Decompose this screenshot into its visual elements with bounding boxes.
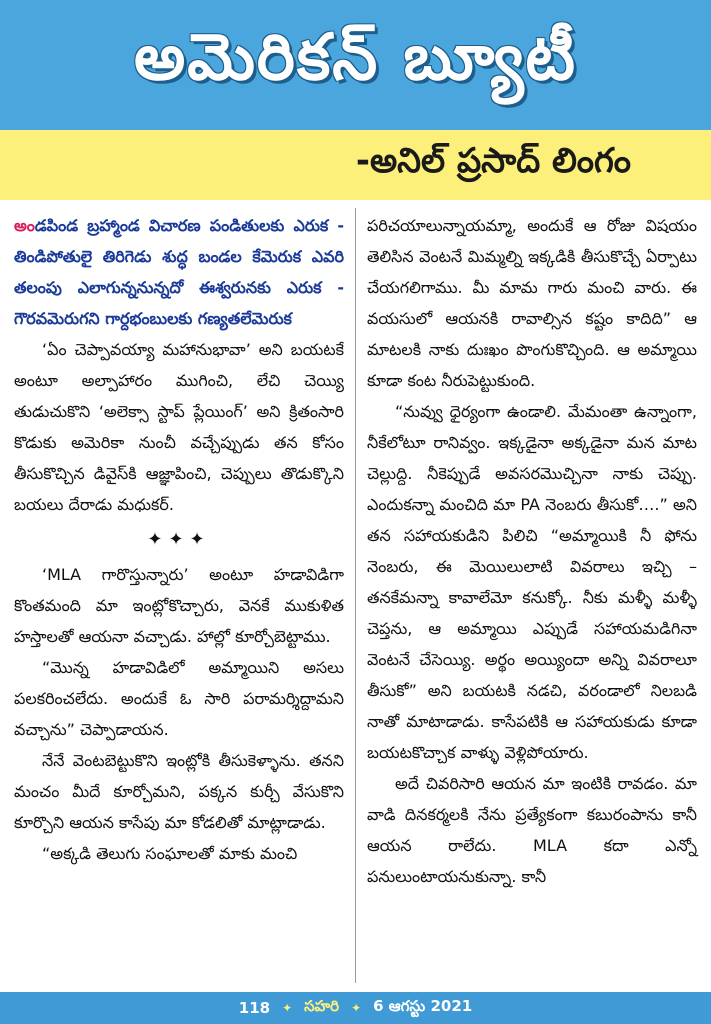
paragraph: “నువ్వు ధైర్యంగా ఉండాలి. మేమంతా ఉన్నాంగా, నీకేలోటూ రానివ్వం. ఇక్కడైనా అక్కడైనా మన మాట చెల్లుద్ది. నీకెప్పుడే అవసరమొచ్చినా నాకు చెప్పు. ఎందుకన్నా మంచిది మా PA నెంబరు తీసుకో….” అని తన సహాయకుడిని పిలిచి “అమ్మాయికి నీ ఫోను నెంబరు, ఈ మెయిలులాటి వివరాలు ఇచ్చి – తనకేమన్నా కావాలేమో కనుక్కో. నీకు మళ్ళీ మళ్ళీ చెప్తను, ఆ అమ్మాయి ఎప్పుడే సహాయమడిగినా వెంటనే చేసెయ్యి. అర్థం అయ్యిందా అన్ని వివరాలూ తీసుకో” అని బయటకి నడచి, వరండాలో నిలబడి నాతో మాటాడాడు. కాసేపటికి ఆ సహాయకుడు కూడా బయటకొచ్చాక వాళ్ళు వెళ్లిపోయారు. [367,402,697,762]
page-number: 118 [238,999,271,1017]
paragraph: ‘MLA గారొస్తున్నారు’ అంటూ హడావిడిగా కొంతమంది మా ఇంట్లోకొచ్చారు, వెనకే ముకుళిత హస్తాలతో ఆయనా వచ్చాడు. హాల్లో కూర్చోబెట్టాము. [14,565,344,646]
paragraph: పరిచయాలున్నాయమ్మా, అందుకే ఆ రోజు విషయం తెలిసిన వెంటనే మిమ్మల్ని ఇక్కడికి తీసుకొచ్చే ఏర్పాటు చేయగలిగాము. మీ మామ గారు మంచి వారు. ఈ వయసులో ఆయనకి రావాల్సిన కష్టం కాదిది” ఆ మాటలకి నాకు దుఃఖం పొంగుకొచ్చింది. ఆ అమ్మాయి కూడా కంట నీరుపెట్టుకుంది. [367,216,697,390]
right-column [367,210,697,892]
paragraph: “మొన్న హడావిడిలో అమ్మాయిని అసలు పలకరించలేదు. అందుకే ఓ సారి పరామర్శిద్దామని వచ్చాను” చెప్పాడాయన. [14,658,344,739]
paragraph: అదే చివరిసారి ఆయన మా ఇంటికి రావడం. మా వాడి దినకర్మలకి నేను ప్రత్యేకంగా కబురంపాను కానీ ఆయన రాలేదు. MLA కదా ఎన్నో పనులుంటాయనుకున్నా. కానీ [367,774,697,886]
magazine-name: సహరి [304,997,340,1015]
left-column [14,210,344,869]
page-footer [0,992,711,1024]
paragraph: ‘ఏం చెప్పావయ్యా మహానుభావా’ అని బయటకే అంటూ అల్పాహారం ముగించి, లేచి చెయ్యి తుడుచుకొని ‘అలెక్సా స్టాప్ ప్లేయింగ్’ అని క్రితంసారి కొడుకు అమెరికా నుంచీ వచ్చేప్పుడు తన కోసం తీసుకొచ్చిన డివైస్‌కి ఆజ్ఞాపించి, చెప్పులు తొడుక్కొని బయలు దేరాడు మధుకర్. [14,340,344,514]
intro-text: డపిండ బ్రహ్మాండ విచారణ పండితులకు ఎరుక - తిండిపోతులై తిరిగెడు శుద్ధ బండల కేమెరుక ఎవరి తలంపు ఎలాగున్ననున్నదో ఈశ్వరునకు ఎరుక - గౌరవమెరుగని గార్దభంబులకు గణ్యతలేమెరుక [14,216,344,328]
author-name: -అనిల్ ప్రసాద్ లింగం [355,141,631,181]
author-banner [0,130,711,200]
section-separator: ✦✦✦ [147,529,211,550]
paragraph: నేనే వెంటబెట్టుకొని ఇంట్లోకి తీసుకెళ్ళాను. తనని మంచం మీదే కూర్చోమని, పక్కన కుర్చీ వేసుకొని కూర్చొని ఆయన కాసేపు మా కోడలితో మాట్లాడాడు. [14,751,344,832]
column-divider [355,208,356,983]
star-icon: ✦ [282,1001,293,1015]
story-title: అమెరికన్ బ్యూటీ [134,20,577,95]
title-banner [0,0,711,130]
star-icon: ✦ [351,1001,362,1015]
intro-verse [14,210,344,334]
intro-lead-letters: అం [14,216,35,235]
paragraph: “అక్కడి తెలుగు సంఘాలతో మాకు మంచి [42,844,298,863]
issue-date: 6 ఆగస్టు 2021 [373,997,473,1015]
